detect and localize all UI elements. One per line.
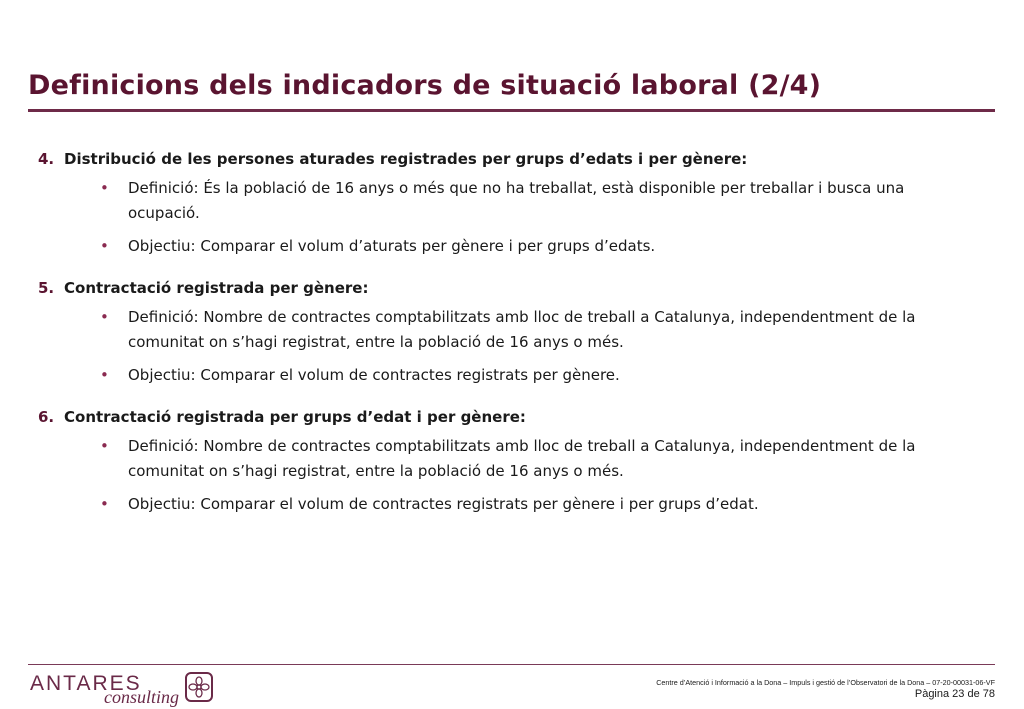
bullet-list	[38, 176, 998, 259]
bullet-objective	[100, 363, 998, 388]
bullet-icon: •	[100, 179, 109, 197]
footer-note: Centre d’Atenció i Informació a la Dona – Impuls i gestió de l’Observatori de la Dona – 07-20-00031-06-VF	[656, 678, 995, 687]
bullet-icon: •	[100, 495, 109, 513]
section-5	[38, 277, 998, 388]
section-heading	[38, 277, 998, 299]
section-number: 4.	[38, 150, 55, 168]
section-title: Contractació registrada per grups d’edat i per gènere:	[64, 408, 526, 426]
bullet-text: Objectiu: Comparar el volum de contractes registrats per gènere i per grups d’edat.	[128, 495, 759, 513]
section-heading	[38, 406, 998, 428]
bullet-list	[38, 305, 998, 388]
bullet-text: Definició: És la població de 16 anys o més que no ha treballat, està disponible per treballar i busca una ocupació.	[128, 179, 905, 222]
bullet-text: Definició: Nombre de contractes comptabilitzats amb lloc de treball a Catalunya, independentment de la comunitat on s’hagi registrat, entre la població de 16 anys o més.	[128, 308, 916, 351]
section-4	[38, 148, 998, 259]
section-title: Contractació registrada per gènere:	[64, 279, 369, 297]
section-heading	[38, 148, 998, 170]
bullet-definition	[100, 305, 998, 355]
bullet-icon: •	[100, 308, 109, 326]
bullet-objective	[100, 234, 998, 259]
bullet-list	[38, 434, 998, 517]
section-number: 5.	[38, 279, 55, 297]
bullet-text: Definició: Nombre de contractes comptabilitzats amb lloc de treball a Catalunya, independentment de la comunitat on s’hagi registrat, entre la població de 16 anys o més.	[128, 437, 916, 480]
section-number: 6.	[38, 408, 55, 426]
bullet-definition	[100, 434, 998, 484]
title-divider	[28, 109, 995, 112]
flower-icon	[184, 671, 214, 703]
slide-content	[38, 148, 998, 535]
footer-divider	[28, 664, 995, 665]
bullet-icon: •	[100, 437, 109, 455]
logo-subtitle: consulting	[104, 687, 179, 707]
bullet-text: Objectiu: Comparar el volum de contractes registrats per gènere.	[128, 366, 620, 384]
bullet-icon: •	[100, 237, 109, 255]
bullet-icon: •	[100, 366, 109, 384]
page-number: Pàgina 23 de 78	[914, 688, 995, 700]
section-title: Distribució de les persones aturades registrades per grups d’edats i per gènere:	[64, 150, 748, 168]
bullet-objective	[100, 492, 998, 517]
slide-title: Definicions dels indicadors de situació laboral (2/4)	[28, 70, 822, 101]
bullet-text: Objectiu: Comparar el volum d’aturats per gènere i per grups d’edats.	[128, 237, 656, 255]
company-logo	[30, 670, 230, 708]
bullet-definition	[100, 176, 998, 226]
section-6	[38, 406, 998, 517]
logo-wordmark: ANTARES	[30, 672, 142, 695]
